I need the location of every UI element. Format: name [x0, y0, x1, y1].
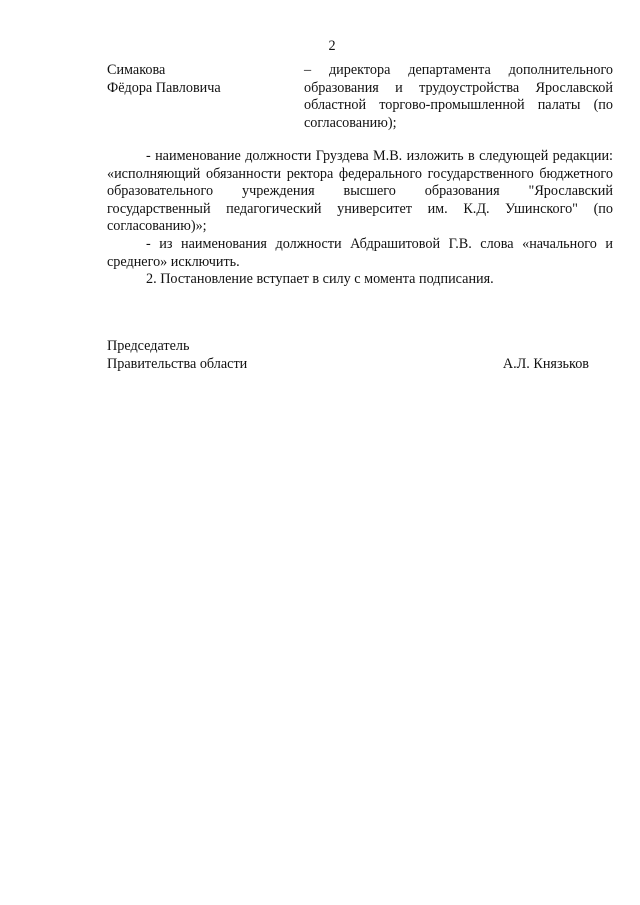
- document-body: [107, 148, 613, 289]
- paragraph-effective-clause: 2. Постановление вступает в силу с момента подписания.: [146, 271, 494, 288]
- signer-name: А.Л. Князьков: [502, 355, 589, 372]
- paragraph-gruzdev: - наименование должности Груздева М.В. изложить в следующей редакции: «исполняющий обязанности ректора федерального государственного бюджетного образовательного учреждения высшего образования "Ярославский государственный педагогический университет им. К.Д. Ушинского" (по согласованию)»;: [107, 148, 613, 235]
- paragraph-abdrashitova: - из наименования должности Абдрашитовой Г.В. слова «начального и среднего» исключить.: [107, 235, 613, 270]
- person-name-line-2: Фёдора Павловича: [107, 79, 221, 96]
- page-number: 2: [328, 38, 336, 54]
- signature-title-line-2: Правительства области: [107, 355, 248, 372]
- person-name-line-1: Симакова: [107, 62, 166, 78]
- person-description: – директора департамента дополнительного образования и трудоустройства Ярославской областной торгово-промышленной палаты (по согласованию);: [304, 62, 613, 131]
- signature-title-line-1: Председатель: [107, 338, 190, 354]
- signature-block: [107, 338, 589, 373]
- signature-row: [107, 356, 589, 374]
- person-name: [107, 62, 287, 97]
